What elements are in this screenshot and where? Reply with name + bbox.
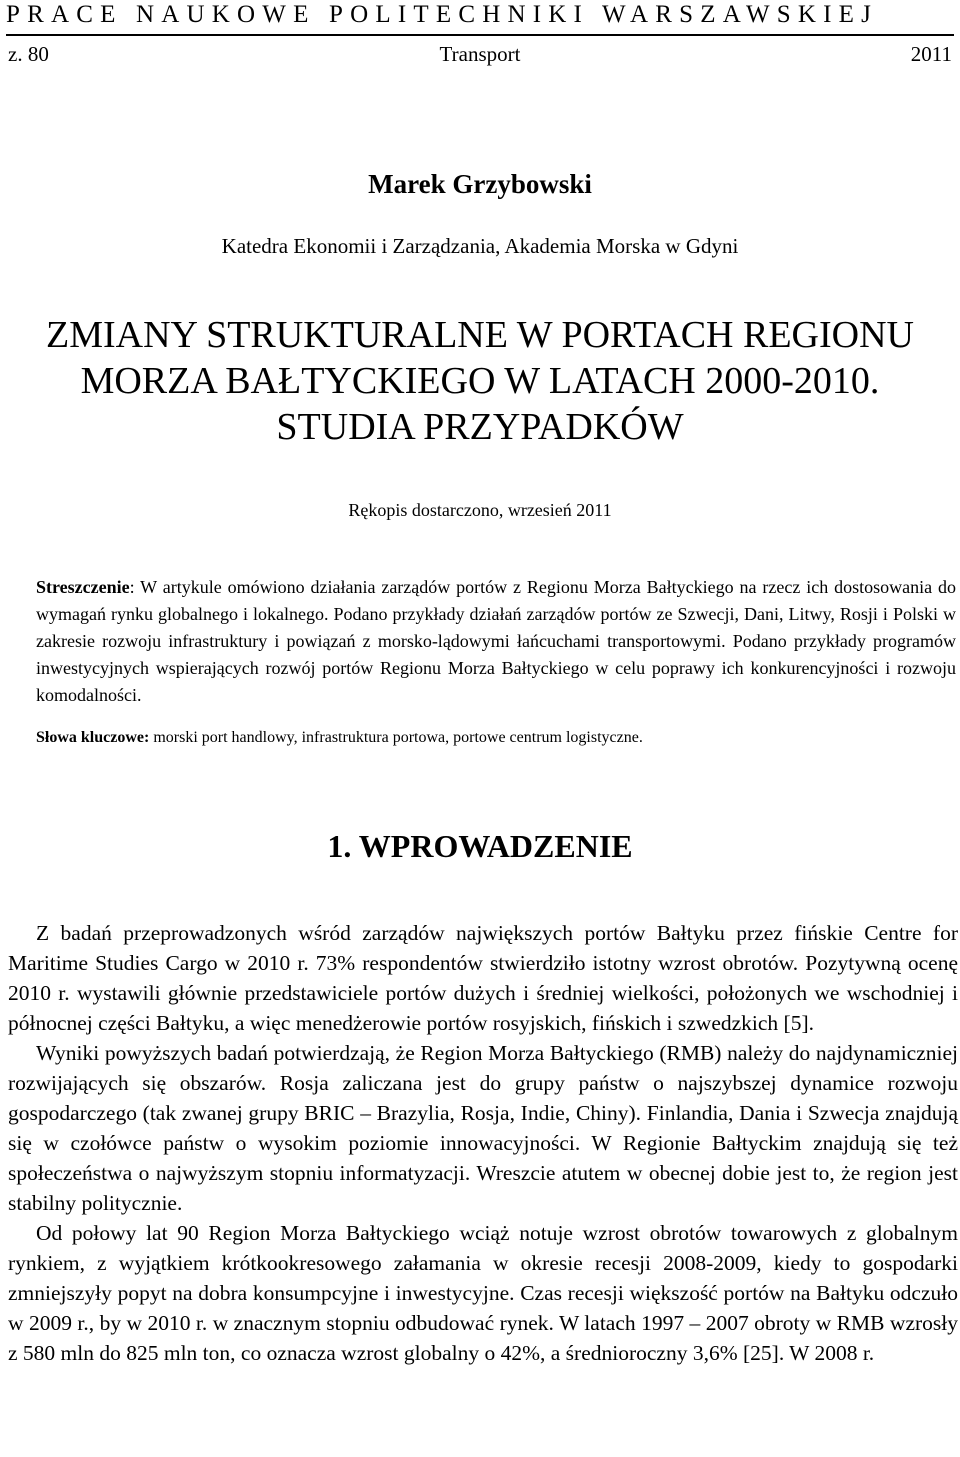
paragraph: Wyniki powyższych badań potwierdzają, że Region Morza Bałtyckiego (RMB) należy do najdynamiczniej rozwijających się obszarów. Rosja zaliczana jest do grupy państw o najszybszej dynamice rozwoju gospodarczego (tak zwanej grupy BRIC – Brazylia, Rosja, Indie, Chiny). Finlandia, Dania i Szwecja znajdują się w czołówce państw o wysokim poziomie innowacyjności. W Regionie Bałtyckim znajdują się też społeczeństwa o najwyższym stopniu informatyzacji. Wreszcie atutem w obecnej dobie jest to, że region jest stabilny politycznie. (8, 1041, 958, 1215)
keywords (36, 725, 956, 751)
header-rule (6, 34, 954, 36)
journal-series-title: PRACE NAUKOWE POLITECHNIKI WARSZAWSKIEJ (6, 1, 879, 28)
paragraph: Z badań przeprowadzonych wśród zarządów największych portów Bałtyku przez fińskie Centre for Maritime Studies Cargo w 2010 r. 73% respondentów stwierdziło istotny wzrost obrotów. Pozytywną ocenę 2010 r. wystawili głównie przedstawiciele portów dużych i średniej wielkości, położonych we wschodniej i północnej części Bałtyku, a więc menedżerowie portów rosyjskich, fińskich i szwedzkich [5]. (8, 921, 958, 1035)
received-date: Rękopis dostarczono, wrzesień 2011 (348, 500, 612, 520)
issue-number: z. 80 (8, 42, 49, 66)
article-title (0, 312, 960, 450)
author-affiliation: Katedra Ekonomii i Zarządzania, Akademia Morska w Gdyni (221, 234, 739, 258)
title-line: ZMIANY STRUKTURALNE W PORTACH REGIONU (46, 314, 914, 356)
abstract-text: : W artykule omówiono działania zarządów portów z Regionu Morza Bałtyckiego na rzecz ich dostosowania do wymagań rynku globalnego i lokalnego. Podano przykłady działań zarządów portów ze Szwecji, Dani, Litwy, Rosji i Polski w zakresie rozwoju infrastruktury i powiązań z morsko-lądowymi łańcuchami transportowymi. Podano przykłady programów inwestycyjnych wspierających rozwój portów Regionu Morza Bałtyckiego w celu poprawy ich konkurencyjności i rozwoju komodalności. (36, 577, 956, 705)
keywords-text: morski port handlowy, infrastruktura portowa, portowe centrum logistyczne. (149, 729, 643, 746)
section-heading: 1. WPROWADZENIE (327, 828, 633, 864)
abstract (36, 574, 956, 709)
title-line: MORZA BAŁTYCKIEGO W LATACH 2000-2010. (80, 360, 880, 402)
keywords-label: Słowa kluczowe: (36, 729, 150, 746)
journal-section: Transport (439, 42, 521, 66)
paragraph: Od połowy lat 90 Region Morza Bałtyckiego wciąż notuje wzrost obrotów towarowych z globalnym rynkiem, z wyjątkiem krótkookresowego załamania w okresie recesji 2008-2009, kiedy to gospodarki zmniejszyły popyt na dobra konsumpcyjne i inwestycyjne. Czas recesji większość portów na Bałtyku odczuło w 2009 r., by w 2010 r. w znacznym stopniu odbudować rynek. W latach 1997 – 2007 obroty w RMB wzrosły z 580 mln do 825 mln ton, co oznacza wzrost globalny o 42%, a średnioroczny 3,6% [25]. W 2008 r. (8, 1221, 958, 1365)
title-line: STUDIA PRZYPADKÓW (276, 406, 684, 448)
author-name: Marek Grzybowski (368, 169, 592, 199)
issue-year: 2011 (910, 42, 952, 66)
journal-header (8, 40, 952, 68)
abstract-label: Streszczenie (36, 577, 130, 597)
body-text (8, 918, 958, 1368)
